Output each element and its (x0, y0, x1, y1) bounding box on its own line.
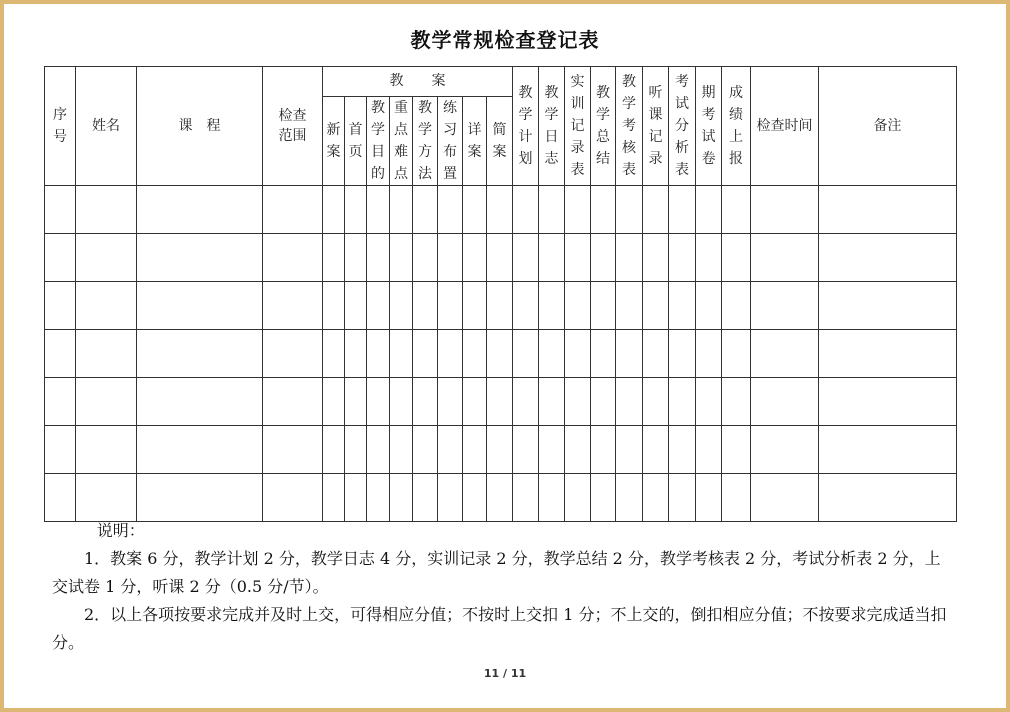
table-cell[interactable] (565, 474, 591, 522)
header-final-exam-paper: 期考试卷 (696, 67, 722, 186)
table-cell[interactable] (413, 186, 438, 234)
table-cell[interactable] (565, 378, 591, 426)
table-cell[interactable] (487, 234, 513, 282)
table-cell[interactable] (616, 474, 643, 522)
table-cell[interactable] (616, 426, 643, 474)
header-training-record: 实训记录表 (565, 67, 591, 186)
table-cell[interactable] (565, 426, 591, 474)
table-cell[interactable] (263, 234, 323, 282)
table-cell[interactable] (539, 186, 565, 234)
table-cell[interactable] (413, 474, 438, 522)
table-cell[interactable] (390, 282, 413, 330)
table-cell[interactable] (76, 378, 137, 426)
table-cell[interactable] (819, 378, 957, 426)
table-cell[interactable] (45, 186, 76, 234)
table-cell[interactable] (345, 426, 367, 474)
table-cell[interactable] (487, 330, 513, 378)
table-cell[interactable] (565, 234, 591, 282)
table-cell[interactable] (367, 474, 390, 522)
document-title: 教学常规检查登记表 (410, 28, 600, 52)
table-cell[interactable] (819, 426, 957, 474)
table-cell[interactable] (367, 282, 390, 330)
table-cell[interactable] (669, 474, 696, 522)
table-cell[interactable] (539, 378, 565, 426)
table-cell[interactable] (263, 474, 323, 522)
table-cell[interactable] (45, 378, 76, 426)
table-cell[interactable] (751, 474, 819, 522)
table-cell[interactable] (45, 474, 76, 522)
header-name: 姓名 (76, 67, 137, 186)
table-cell[interactable] (565, 282, 591, 330)
table-cell[interactable] (722, 330, 751, 378)
table-cell[interactable] (413, 330, 438, 378)
table-cell[interactable] (438, 282, 463, 330)
table-cell[interactable] (513, 378, 539, 426)
table-cell[interactable] (438, 378, 463, 426)
table-cell[interactable] (76, 330, 137, 378)
table-row (45, 378, 957, 426)
table-cell[interactable] (438, 426, 463, 474)
table-cell[interactable] (539, 234, 565, 282)
table-cell[interactable] (751, 426, 819, 474)
inspection-register-table (44, 66, 957, 522)
table-cell[interactable] (513, 426, 539, 474)
table-cell[interactable] (263, 378, 323, 426)
table-cell[interactable] (591, 330, 616, 378)
header-index: 序号 (45, 67, 76, 186)
table-cell[interactable] (669, 186, 696, 234)
header-lesson-plan-group: 教 案 (323, 67, 513, 97)
table-cell[interactable] (487, 378, 513, 426)
header-grade-report: 成绩上报 (722, 67, 751, 186)
subheader-first-page: 首页 (345, 97, 367, 186)
table-cell[interactable] (539, 282, 565, 330)
subheader-detailed-plan: 详案 (463, 97, 487, 186)
table-cell[interactable] (669, 330, 696, 378)
table-cell[interactable] (413, 234, 438, 282)
table-cell[interactable] (463, 474, 487, 522)
table-cell[interactable] (696, 282, 722, 330)
note-item-1: 1．教案 6 分，教学计划 2 分，教学日志 4 分，实训记录 2 分，教学总结 2 分，教学考核表 2 分，考试分析表 2 分，上交试卷 1 分，听课 2 分（0.5 分/节）。 (52, 549, 941, 596)
page-indicator: 11 / 11 (483, 667, 527, 680)
table-cell[interactable] (643, 234, 669, 282)
table-cell[interactable] (137, 282, 263, 330)
table-row (45, 186, 957, 234)
table-cell[interactable] (323, 474, 345, 522)
table-cell[interactable] (390, 186, 413, 234)
table-cell[interactable] (643, 330, 669, 378)
subheader-exercise-assignment: 练习布置 (438, 97, 463, 186)
table-cell[interactable] (487, 426, 513, 474)
table-cell[interactable] (616, 378, 643, 426)
table-cell[interactable] (137, 234, 263, 282)
table-cell[interactable] (137, 378, 263, 426)
table-cell[interactable] (669, 426, 696, 474)
table-cell[interactable] (591, 282, 616, 330)
table-cell[interactable] (263, 282, 323, 330)
table-cell[interactable] (390, 426, 413, 474)
table-cell[interactable] (438, 330, 463, 378)
header-exam-analysis: 考试分析表 (669, 67, 696, 186)
table-cell[interactable] (345, 186, 367, 234)
header-remark: 备注 (819, 67, 957, 186)
table-cell[interactable] (323, 378, 345, 426)
header-scope: 检查范围 (263, 67, 323, 186)
table-cell[interactable] (263, 186, 323, 234)
table-cell[interactable] (819, 330, 957, 378)
table-cell[interactable] (263, 426, 323, 474)
header-teaching-log: 教学日志 (539, 67, 565, 186)
table-cell[interactable] (513, 234, 539, 282)
table-cell[interactable] (696, 234, 722, 282)
table-cell[interactable] (669, 378, 696, 426)
table-cell[interactable] (696, 186, 722, 234)
table-row (45, 282, 957, 330)
table-cell[interactable] (722, 282, 751, 330)
table-cell[interactable] (616, 330, 643, 378)
table-cell[interactable] (345, 330, 367, 378)
table-cell[interactable] (513, 474, 539, 522)
table-cell[interactable] (323, 282, 345, 330)
table-cell[interactable] (539, 426, 565, 474)
table-cell[interactable] (669, 234, 696, 282)
table-cell[interactable] (722, 426, 751, 474)
table-cell[interactable] (696, 474, 722, 522)
table-cell[interactable] (643, 282, 669, 330)
table-cell[interactable] (696, 330, 722, 378)
table-cell[interactable] (819, 474, 957, 522)
table-cell[interactable] (513, 330, 539, 378)
table-cell[interactable] (751, 234, 819, 282)
table-cell[interactable] (367, 234, 390, 282)
table-cell[interactable] (819, 234, 957, 282)
table-row (45, 474, 957, 522)
table-cell[interactable] (390, 474, 413, 522)
table-cell[interactable] (591, 234, 616, 282)
table-cell[interactable] (367, 330, 390, 378)
table-cell[interactable] (438, 186, 463, 234)
table-row (45, 426, 957, 474)
table-cell[interactable] (367, 186, 390, 234)
table-cell[interactable] (643, 426, 669, 474)
table-cell[interactable] (643, 378, 669, 426)
table-cell[interactable] (413, 282, 438, 330)
table-cell[interactable] (45, 426, 76, 474)
header-assessment-form: 教学考核表 (616, 67, 643, 186)
table-cell[interactable] (591, 474, 616, 522)
table-cell[interactable] (463, 330, 487, 378)
table-cell[interactable] (76, 282, 137, 330)
table-cell[interactable] (487, 186, 513, 234)
table-cell[interactable] (591, 186, 616, 234)
table-cell[interactable] (345, 474, 367, 522)
table-cell[interactable] (751, 378, 819, 426)
table-cell[interactable] (137, 330, 263, 378)
table-cell[interactable] (696, 378, 722, 426)
table-cell[interactable] (345, 234, 367, 282)
table-cell[interactable] (487, 282, 513, 330)
table-cell[interactable] (722, 474, 751, 522)
header-observation-record: 听课记录 (643, 67, 669, 186)
table-cell[interactable] (513, 186, 539, 234)
header-teaching-summary: 教学总结 (591, 67, 616, 186)
subheader-brief-plan: 简案 (487, 97, 513, 186)
subheader-teaching-method: 教学方法 (413, 97, 438, 186)
table-cell[interactable] (463, 378, 487, 426)
table-cell[interactable] (463, 426, 487, 474)
table-cell[interactable] (722, 234, 751, 282)
table-cell[interactable] (438, 474, 463, 522)
table-cell[interactable] (323, 234, 345, 282)
notes-heading: 说明： (96, 521, 145, 540)
table-cell[interactable] (367, 426, 390, 474)
table-body (45, 186, 957, 522)
table-row (45, 330, 957, 378)
subheader-key-difficult-points: 重点难点 (390, 97, 413, 186)
header-teaching-plan: 教学计划 (513, 67, 539, 186)
table-cell[interactable] (413, 426, 438, 474)
table-cell[interactable] (413, 378, 438, 426)
table-cell[interactable] (722, 378, 751, 426)
table-cell[interactable] (76, 474, 137, 522)
header-course: 课 程 (137, 67, 263, 186)
table-cell[interactable] (76, 234, 137, 282)
table-cell[interactable] (751, 282, 819, 330)
table-cell[interactable] (76, 186, 137, 234)
table-cell[interactable] (323, 426, 345, 474)
table-cell[interactable] (390, 378, 413, 426)
table-cell[interactable] (616, 186, 643, 234)
table-cell[interactable] (45, 234, 76, 282)
table-cell[interactable] (438, 234, 463, 282)
table-cell[interactable] (591, 378, 616, 426)
subheader-new-plan: 新案 (323, 97, 345, 186)
table-cell[interactable] (565, 186, 591, 234)
table-row (45, 234, 957, 282)
table-cell[interactable] (463, 234, 487, 282)
table-cell[interactable] (76, 426, 137, 474)
note-item-2: 2．以上各项按要求完成并及时上交，可得相应分值；不按时上交扣 1 分；不上交的，倒扣相应分值；不按要求完成适当扣分。 (52, 605, 947, 652)
subheader-teaching-objective: 教学目的 (367, 97, 390, 186)
table-cell[interactable] (345, 282, 367, 330)
table-cell[interactable] (45, 282, 76, 330)
table-cell[interactable] (819, 282, 957, 330)
table-cell[interactable] (487, 474, 513, 522)
table-cell[interactable] (45, 330, 76, 378)
table-cell[interactable] (751, 330, 819, 378)
table-cell[interactable] (565, 330, 591, 378)
table-cell[interactable] (819, 186, 957, 234)
table-cell[interactable] (751, 186, 819, 234)
table-cell[interactable] (513, 282, 539, 330)
table-cell[interactable] (137, 426, 263, 474)
notes-section (52, 517, 956, 657)
table-cell[interactable] (390, 330, 413, 378)
header-check-time: 检查时间 (751, 67, 819, 186)
table-cell[interactable] (643, 186, 669, 234)
table-cell[interactable] (616, 282, 643, 330)
table-cell[interactable] (696, 426, 722, 474)
table-cell[interactable] (643, 474, 669, 522)
table-cell[interactable] (722, 186, 751, 234)
table-cell[interactable] (345, 378, 367, 426)
table-cell[interactable] (367, 378, 390, 426)
table-cell[interactable] (669, 282, 696, 330)
table-cell[interactable] (463, 282, 487, 330)
table-cell[interactable] (390, 234, 413, 282)
table-cell[interactable] (539, 330, 565, 378)
table-cell[interactable] (539, 474, 565, 522)
table-cell[interactable] (323, 330, 345, 378)
table-cell[interactable] (323, 186, 345, 234)
table-cell[interactable] (616, 234, 643, 282)
table-cell[interactable] (137, 186, 263, 234)
table-cell[interactable] (591, 426, 616, 474)
table-cell[interactable] (137, 474, 263, 522)
table-cell[interactable] (263, 330, 323, 378)
table-cell[interactable] (463, 186, 487, 234)
